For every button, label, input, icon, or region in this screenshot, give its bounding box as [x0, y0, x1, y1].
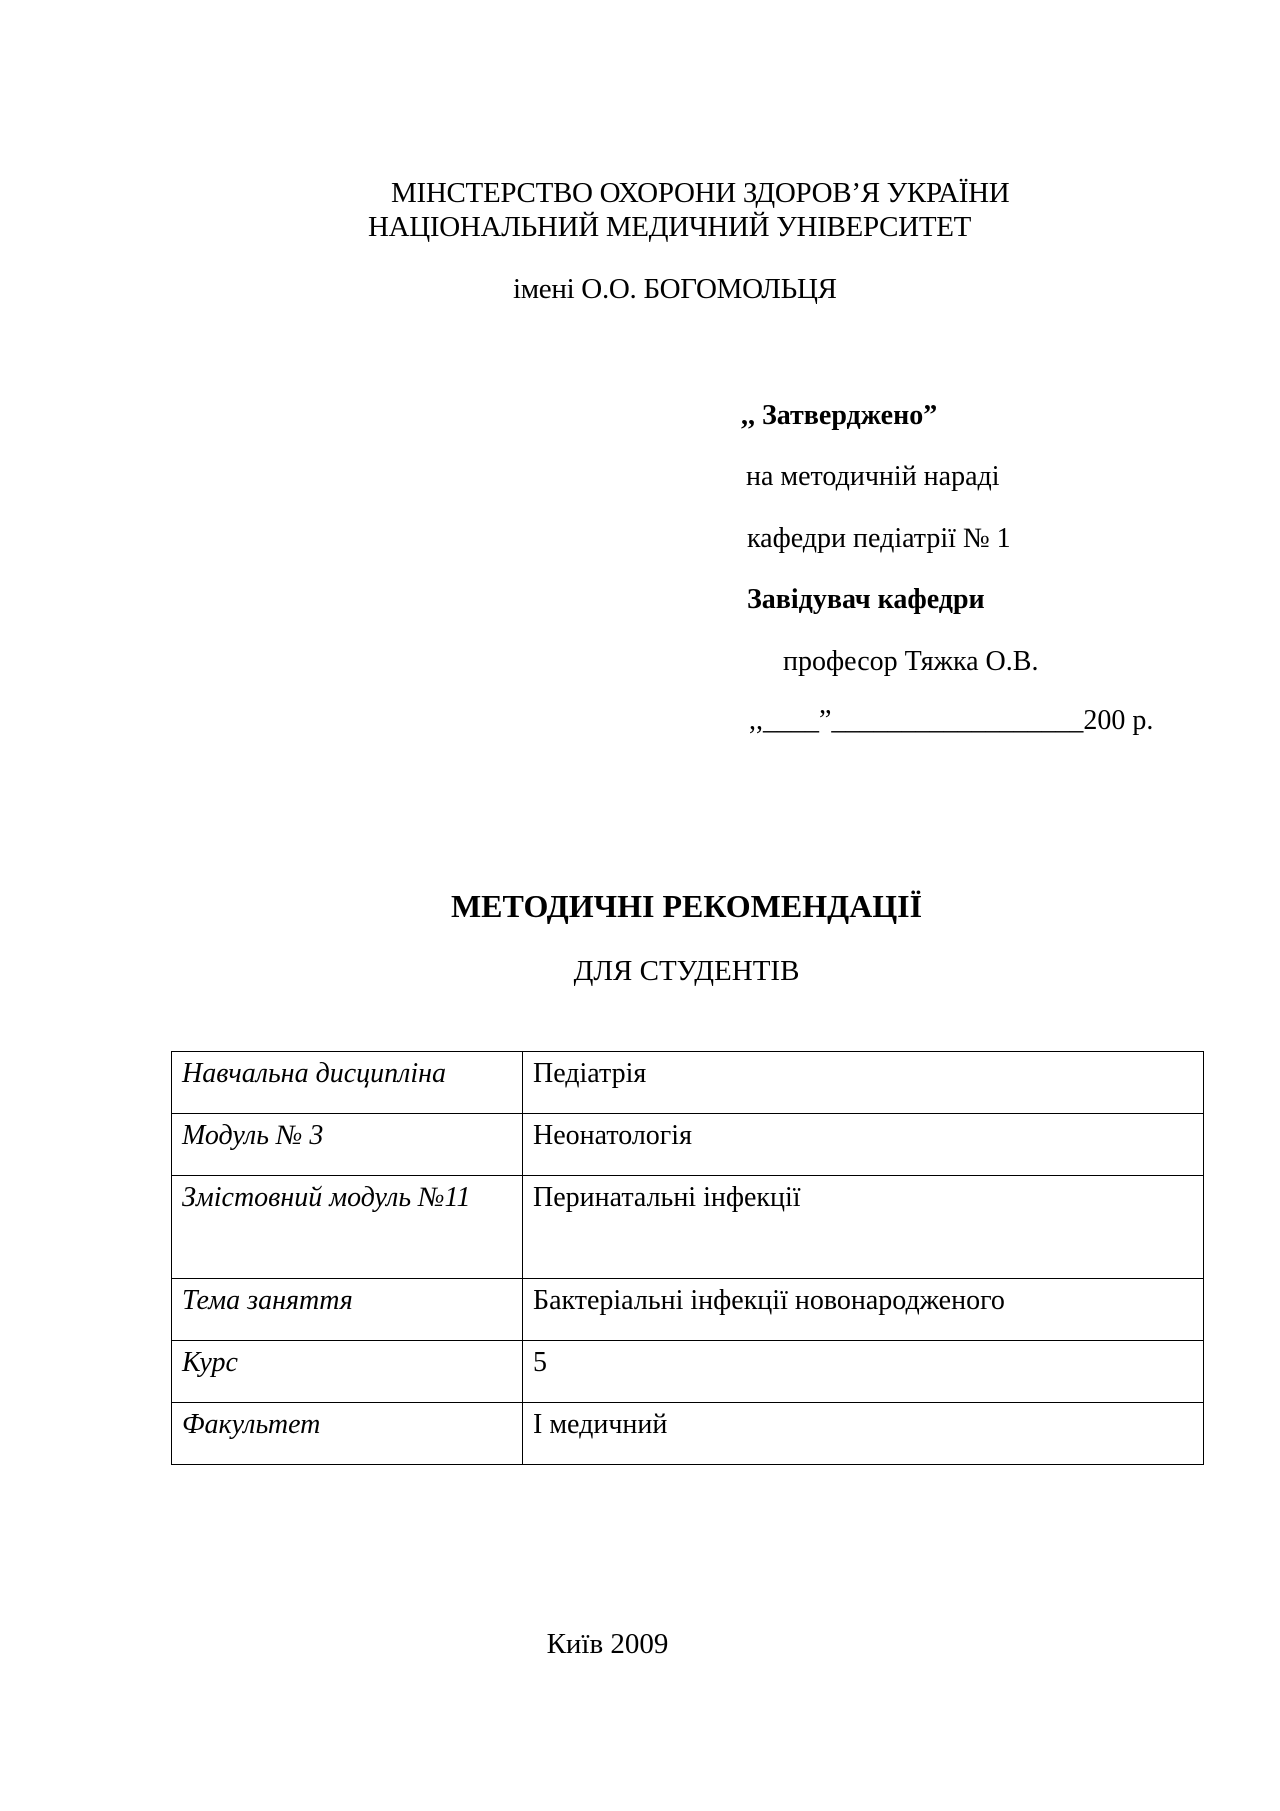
university-name: НАЦІОНАЛЬНИЙ МЕДИЧНИЙ УНІВЕРСИТЕТ	[368, 211, 972, 243]
table-value-cell: Педіатрія	[523, 1052, 1204, 1114]
city-year: Київ 2009	[546, 1628, 669, 1660]
approval-stamp-label: ,, Затверджено”	[741, 400, 938, 431]
table-row	[172, 1403, 1204, 1465]
approval-meeting: на методичній нараді	[746, 461, 1000, 492]
course-info-table	[171, 1051, 1204, 1465]
document-subtitle: ДЛЯ СТУДЕНТІВ	[573, 955, 800, 987]
approval-head-title: Завідувач кафедри	[747, 584, 985, 615]
table-row	[172, 1114, 1204, 1176]
table-label-cell: Змістовний модуль №11	[172, 1176, 523, 1279]
table-label-cell: Курс	[172, 1341, 523, 1403]
ministry-name: МІНСТЕРСТВО ОХОРОНИ ЗДОРОВ’Я УКРАЇНИ	[391, 177, 1010, 209]
table-value-cell: Перинатальні інфекції	[523, 1176, 1204, 1279]
table-row	[172, 1341, 1204, 1403]
table-row	[172, 1052, 1204, 1114]
table-label-cell: Факультет	[172, 1403, 523, 1465]
table-label-cell: Навчальна дисципліна	[172, 1052, 523, 1114]
table-label-cell: Модуль № 3	[172, 1114, 523, 1176]
approval-department: кафедри педіатрії № 1	[747, 523, 1011, 554]
table-value-cell: 5	[523, 1341, 1204, 1403]
approval-head-name: професор Тяжка О.В.	[783, 646, 1039, 677]
approval-date-line: ,,____”__________________200 р.	[749, 705, 1154, 736]
table-value-cell: Бактеріальні інфекції новонародженого	[523, 1279, 1204, 1341]
table-label-cell: Тема заняття	[172, 1279, 523, 1341]
table-row	[172, 1279, 1204, 1341]
table-value-cell: І медичний	[523, 1403, 1204, 1465]
university-named-after: імені О.О. БОГОМОЛЬЦЯ	[513, 273, 837, 305]
document-title: МЕТОДИЧНІ РЕКОМЕНДАЦІЇ	[450, 888, 923, 924]
table-row	[172, 1176, 1204, 1279]
table-value-cell: Неонатологія	[523, 1114, 1204, 1176]
